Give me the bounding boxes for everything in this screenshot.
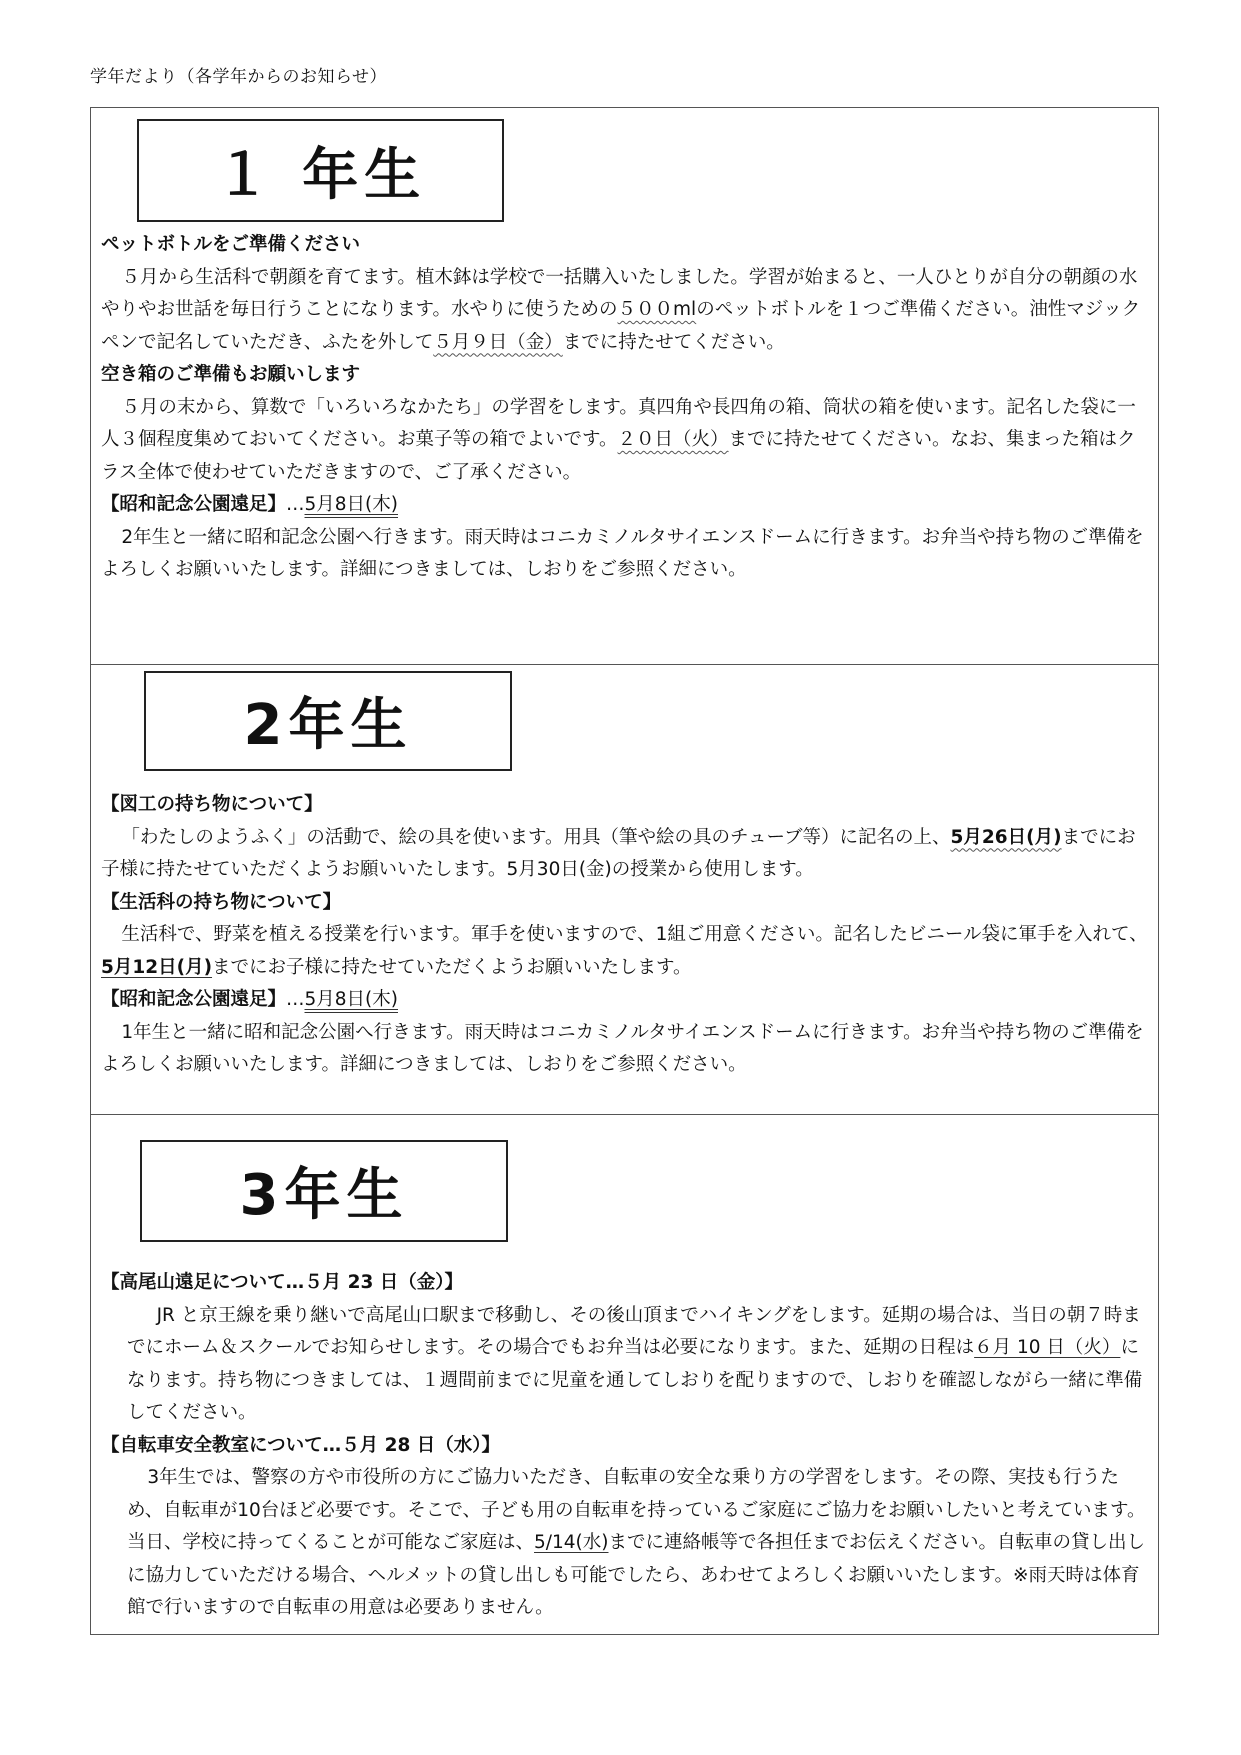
grade1-paragraph-boxes (101, 392, 1148, 490)
bottle-size: ５００ml (617, 299, 697, 320)
grade1-heading-boxes: 空き箱のご準備もお願いします (101, 364, 361, 385)
grade2-paragraph-excursion: 1年生と一緒に昭和記念公園へ行きます。雨天時はコニカミノルタサイエンスドームに行きます。お弁当や持ち物のご準備をよろしくお願いいたします。詳細につきましては、しおりをご参照ください。 (101, 1021, 1144, 1075)
grade2-heading-excursion (101, 984, 1148, 1017)
text: までに連絡帳等で各担任までお伝えください。自転車の貸し出しに協力していただける場合、ヘルメットの貸し出しも可能でしたら、あわせてよろしくお願いいたします。※雨天時は体育館で行いますので自転車の用意は必要ありません。 (127, 1532, 1146, 1618)
grade2-content (101, 789, 1148, 1082)
text: 生活科で、野菜を植える授業を行います。軍手を使いますので、1組ご用意ください。記名したビニール袋に軍手を入れて、 (121, 924, 1148, 945)
excursion-title: 【昭和記念公園遠足】 (101, 989, 287, 1010)
grade1-heading-bottle: ペットボトルをご準備ください (101, 234, 361, 255)
grade3-paragraph-takao (101, 1300, 1148, 1430)
grade1-heading-excursion (101, 489, 1148, 522)
ellipsis: … (286, 989, 305, 1010)
boxes-deadline: ２０日（火） (617, 429, 729, 450)
grade3-content (101, 1267, 1148, 1625)
text: までに持たせてください。 (562, 331, 785, 353)
gloves-deadline: 5月12日(月) (101, 956, 213, 978)
grade1-section (91, 108, 1158, 664)
grade3-heading-bicycle: 【自転車安全教室について…５月 28 日（水）】 (101, 1434, 501, 1456)
excursion-title: 【昭和記念公園遠足】 (101, 494, 287, 515)
art-deadline: 5月26日(月) (950, 826, 1062, 848)
grade2-heading-art: 【図工の持ち物について】 (101, 794, 323, 815)
grade2-heading-life: 【生活科の持ち物について】 (101, 891, 342, 913)
grade2-title: 2年生 (144, 671, 512, 771)
text: 「わたしのようふく」の活動で、絵の具を使います。用具（筆や絵の具のチューブ等）に記名の上、 (121, 826, 951, 848)
ellipsis: … (286, 494, 305, 515)
postponed-date: ６月 10 日（火） (974, 1337, 1121, 1358)
text: 3年生では、警察の方や市役所の方にご協力いただき、自転車の安全な乗り方の学習をします。その際、実技も行うため、自転車が10台ほど必要です。そこで、子ども用の自転車を持っているご家庭にご協力をお願いしたいと考えています。当日、学校に持ってくることが可能なご家庭は、 (127, 1467, 1146, 1553)
page-header: 学年だより（各学年からのお知らせ） (90, 67, 387, 87)
excursion-date: 5月8日(木) (304, 494, 398, 515)
bicycle-deadline: 5/14(水) (534, 1532, 609, 1553)
text: までに持たせてください。なお、集まった箱はクラス全体で使わせていただきますので、ご了承ください。 (101, 429, 1136, 483)
grade1-title: １ 年生 (137, 119, 504, 222)
text: までにお子様に持たせていただくようお願いいたします。 (212, 956, 692, 978)
excursion-date: 5月8日(木) (304, 989, 398, 1010)
grade1-content (101, 229, 1148, 587)
text: までにお子様に持たせていただくようお願いいたします。5月30日(金)の授業から使用します。 (101, 826, 1136, 880)
text: のペットボトルを１つご準備ください。油性マジックペンで記名していただき、ふたを外して (101, 299, 1141, 353)
text: JR と京王線を乗り継いで高尾山口駅まで移動し、その後山頂までハイキングをします。延期の場合は、当日の朝７時までにホーム＆スクールでお知らせします。その場合でもお弁当は必要になります。また、延期の日程は (127, 1304, 1141, 1358)
grade3-heading-takao: 【高尾山遠足について…５月 23 日（金）】 (101, 1272, 464, 1293)
grade2-paragraph-life (101, 919, 1148, 984)
text: ５月の末から、算数で「いろいろなかたち」の学習をします。真四角や長四角の箱、筒状の箱を使います。記名した袋に一人３個程度集めておいてください。お菓子等の箱でよいです。 (101, 396, 1136, 450)
text: ５月から生活科で朝顔を育てます。植木鉢は学校で一括購入いたしました。学習が始まると、一人ひとりが自分の朝顔の水やりやお世話を毎日行うことになります。水やりに使うための (101, 266, 1138, 320)
grade2-section (91, 664, 1158, 1114)
grade1-paragraph-bottle (101, 262, 1148, 360)
text: になります。持ち物につきましては、１週間前までに児童を通してしおりを配りますので、しおりを確認しながら一緒に準備してください。 (127, 1337, 1143, 1423)
grade1-paragraph-excursion: 2年生と一緒に昭和記念公園へ行きます。雨天時はコニカミノルタサイエンスドームに行きます。お弁当や持ち物のご準備をよろしくお願いいたします。詳細につきましては、しおりをご参照ください。 (101, 526, 1144, 580)
bottle-deadline: ５月９日（金） (433, 331, 563, 353)
grade3-title: 3年生 (140, 1140, 508, 1242)
grade3-section (91, 1114, 1158, 1634)
grade3-paragraph-bicycle (101, 1462, 1148, 1625)
newsletter-frame (90, 107, 1159, 1635)
grade2-paragraph-art (101, 822, 1148, 887)
